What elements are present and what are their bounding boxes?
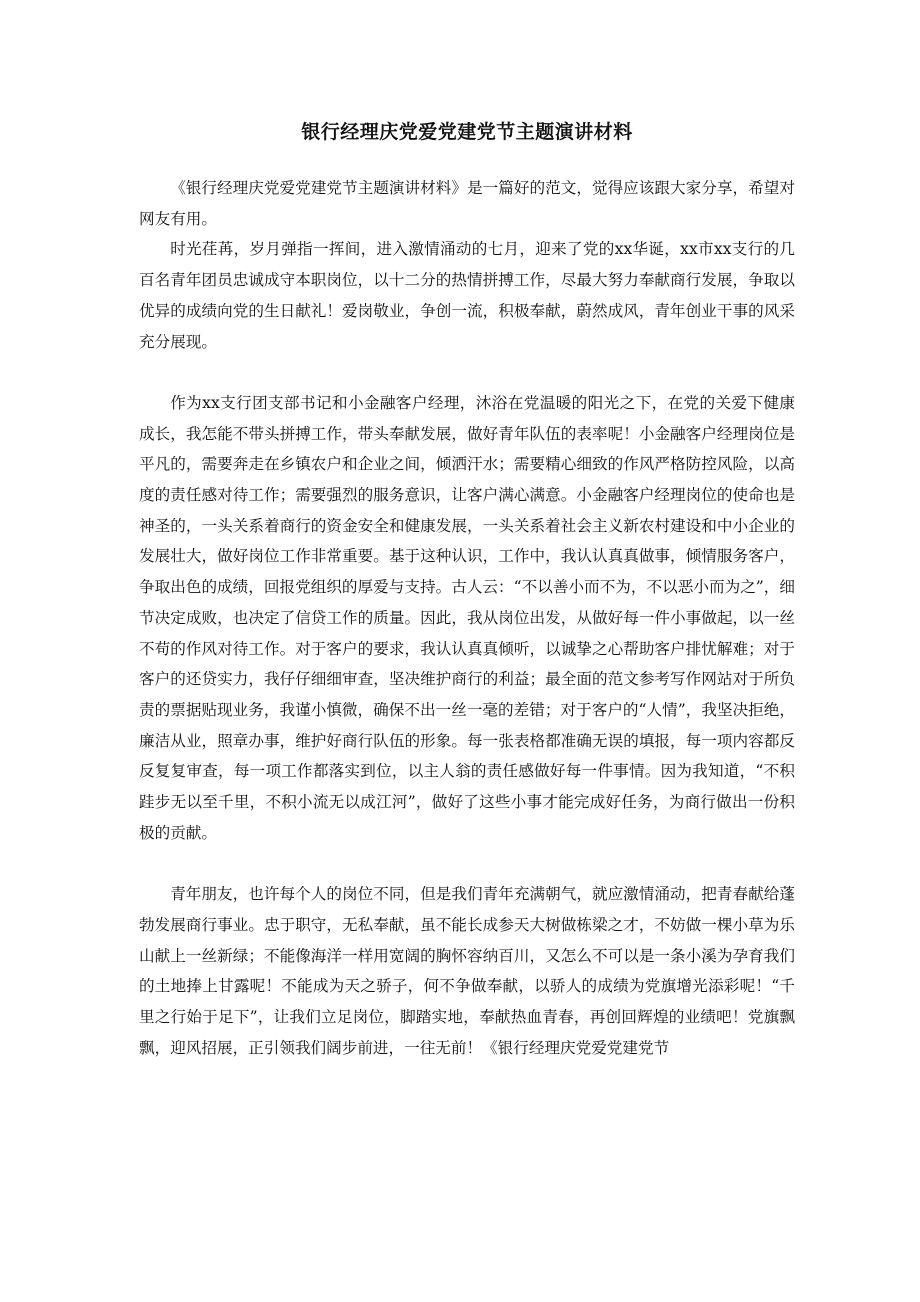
paragraph-intro: 《银行经理庆党爱党建党节主题演讲材料》是一篇好的范文，觉得应该跟大家分享，希望对网友有用。	[139, 179, 795, 228]
document-page	[139, 118, 795, 1063]
document-title: 银行经理庆党爱党建党节主题演讲材料	[301, 121, 633, 143]
paragraph-body: 作为xx支行团支部书记和小金融客户经理，沐浴在党温暖的阳光之下，在党的关爱下健康成长，我怎能不带头拼搏工作，带头奉献发展，做好青年队伍的表率呢！小金融客户经理岗位是平凡的，需要奔走在乡镇农户和企业之间，倾洒汗水；需要精心细致的作风严格防控风险，以高度的责任感对待工作；需要强烈的服务意识，让客户满心满意。小金融客户经理岗位的使命也是神圣的，一头关系着商行的资金安全和健康发展，一头关系着社会主义新农村建设和中小企业的发展壮大，做好岗位工作非常重要。基于这种认识，工作中，我认认真真做事，倾情服务客户，争取出色的成绩，回报党组织的厚爱与支持。古人云：“不以善小而不为，不以恶小而为之”，细节决定成败，也决定了信贷工作的质量。因此，我从岗位出发，从做好每一件小事做起，以一丝不苟的作风对待工作。对于客户的要求，我认认真真倾听，以诚挚之心帮助客户排忧解难；对于客户的还贷实力，我仔仔细细审查，坚决维护商行的利益；最全面的范文参考写作网站对于所负责的票据贴现业务，我谨小慎微，确保不出一丝一毫的差错；对于客户的“人情”，我坚决拒绝，廉洁从业，照章办事，维护好商行队伍的形象。每一张表格都准确无误的填报，每一项内容都反反复复审查，每一项工作都落实到位，以主人翁的责任感做好每一件事情。因为我知道，“不积跬步无以至千里，不积小流无以成江河”，做好了这些小事才能完成好任务，为商行做出一份积极的贡献。	[139, 393, 795, 842]
paragraph-opening: 时光荏苒，岁月弹指一挥间，进入激情涌动的七月，迎来了党的xx华诞，xx市xx支行的几百名青年团员忠诚成守本职岗位，以十二分的热情拼搏工作，尽最大努力奉献商行发展，争取以优异的成绩向党的生日献礼！爱岗敬业，争创一流，积极奉献，蔚然成风，青年创业干事的风采充分展现。	[139, 240, 795, 351]
paragraph-closing: 青年朋友，也许每个人的岗位不同，但是我们青年充满朝气，就应激情涌动，把青春献给蓬勃发展商行事业。忠于职守，无私奉献，虽不能长成参天大树做栋梁之才，不妨做一棵小草为乐山献上一丝新绿；不能像海洋一样用宽阔的胸怀容纳百川，又怎么不可以是一条小溪为孕育我们的土地捧上甘露呢！不能成为天之骄子，何不争做奉献，以骄人的成绩为党旗增光添彩呢！“千里之行始于足下”，让我们立足岗位，脚踏实地，奉献热血青春，再创回辉煌的业绩吧！党旗飘飘，迎风招展，正引领我们阔步前进，一往无前！《银行经理庆党爱党建党节	[139, 885, 795, 1057]
